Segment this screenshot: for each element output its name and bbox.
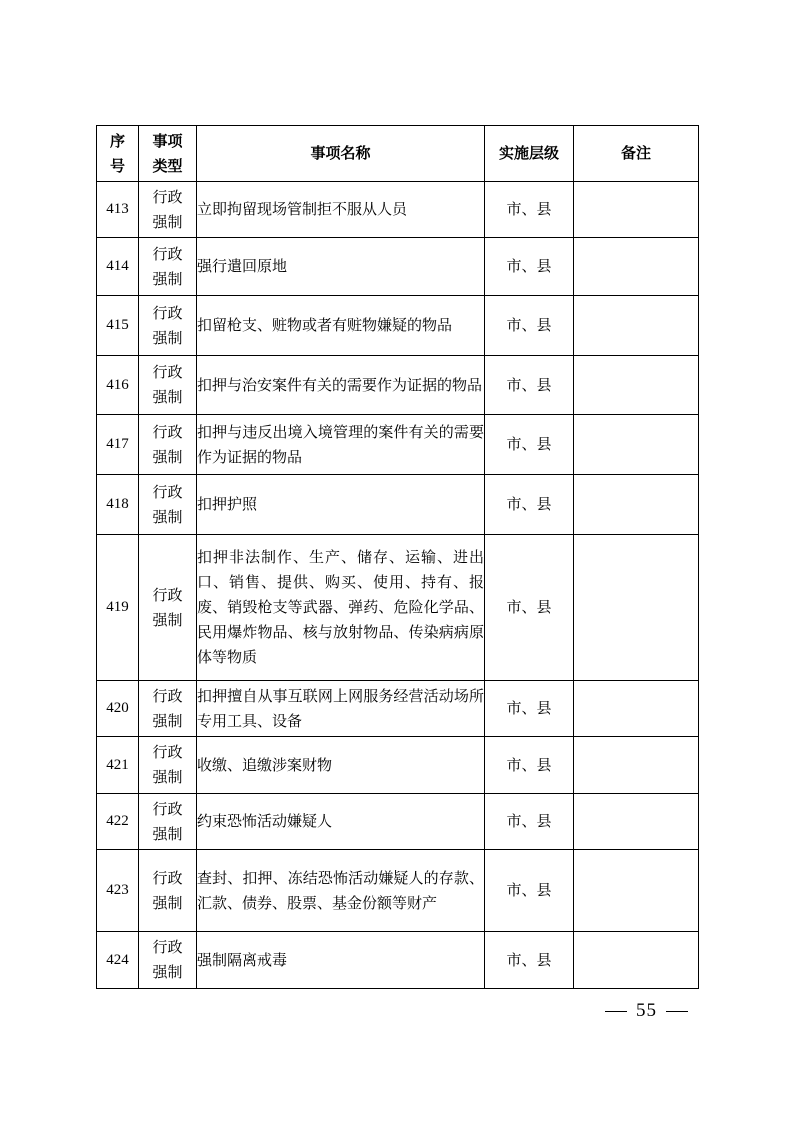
row-note	[574, 356, 699, 415]
row-name: 扣押擅自从事互联网上网服务经营活动场所专用工具、设备	[197, 681, 485, 737]
row-note	[574, 415, 699, 475]
row-type: 行政 强制	[139, 737, 197, 794]
table-row	[97, 415, 699, 475]
row-type: 行政 强制	[139, 794, 197, 850]
row-name: 扣押与治安案件有关的需要作为证据的物品	[197, 356, 485, 415]
row-number: 422	[97, 794, 139, 850]
row-type: 行政 强制	[139, 182, 197, 238]
row-note	[574, 737, 699, 794]
row-level: 市、县	[485, 415, 574, 475]
row-name: 约束恐怖活动嫌疑人	[197, 794, 485, 850]
row-level: 市、县	[485, 681, 574, 737]
row-level: 市、县	[485, 182, 574, 238]
table-row	[97, 182, 699, 238]
table-row	[97, 238, 699, 296]
row-note	[574, 238, 699, 296]
table-row	[97, 475, 699, 535]
row-type: 行政 强制	[139, 296, 197, 356]
row-type: 行政 强制	[139, 850, 197, 932]
row-number: 413	[97, 182, 139, 238]
row-note	[574, 535, 699, 681]
row-number: 416	[97, 356, 139, 415]
row-number: 419	[97, 535, 139, 681]
header-level: 实施层级	[485, 126, 574, 182]
row-level: 市、县	[485, 296, 574, 356]
header-type: 事项 类型	[139, 126, 197, 182]
row-name: 扣押护照	[197, 475, 485, 535]
row-name: 立即拘留现场管制拒不服从人员	[197, 182, 485, 238]
table-row	[97, 794, 699, 850]
row-note	[574, 681, 699, 737]
page-number-value: 55	[636, 1000, 657, 1021]
header-row	[97, 126, 699, 182]
table-row	[97, 356, 699, 415]
row-note	[574, 932, 699, 989]
page-number	[596, 1000, 697, 1022]
row-level: 市、县	[485, 932, 574, 989]
row-name: 强行遣回原地	[197, 238, 485, 296]
row-level: 市、县	[485, 238, 574, 296]
table-row	[97, 932, 699, 989]
row-note	[574, 182, 699, 238]
row-type: 行政 强制	[139, 356, 197, 415]
row-type: 行政 强制	[139, 535, 197, 681]
row-number: 415	[97, 296, 139, 356]
row-note	[574, 475, 699, 535]
row-name: 收缴、追缴涉案财物	[197, 737, 485, 794]
row-name: 查封、扣押、冻结恐怖活动嫌疑人的存款、汇款、债券、股票、基金份额等财产	[197, 850, 485, 932]
row-level: 市、县	[485, 475, 574, 535]
row-note	[574, 794, 699, 850]
row-note	[574, 850, 699, 932]
row-number: 424	[97, 932, 139, 989]
row-type: 行政 强制	[139, 238, 197, 296]
row-level: 市、县	[485, 535, 574, 681]
row-type: 行政 强制	[139, 415, 197, 475]
row-name: 扣留枪支、赃物或者有赃物嫌疑的物品	[197, 296, 485, 356]
row-number: 423	[97, 850, 139, 932]
row-name: 强制隔离戒毒	[197, 932, 485, 989]
dash-left	[605, 1011, 627, 1012]
row-type: 行政 强制	[139, 475, 197, 535]
row-level: 市、县	[485, 356, 574, 415]
table-row	[97, 535, 699, 681]
row-name: 扣押与违反出境入境管理的案件有关的需要作为证据的物品	[197, 415, 485, 475]
dash-right	[666, 1011, 688, 1012]
row-number: 414	[97, 238, 139, 296]
row-level: 市、县	[485, 737, 574, 794]
row-name: 扣押非法制作、生产、储存、运输、进出口、销售、提供、购买、使用、持有、报废、销毁枪支等武器、弹药、危险化学品、民用爆炸物品、核与放射物品、传染病病原体等物质	[197, 535, 485, 681]
row-number: 417	[97, 415, 139, 475]
row-number: 420	[97, 681, 139, 737]
table-row	[97, 296, 699, 356]
header-name: 事项名称	[197, 126, 485, 182]
row-number: 421	[97, 737, 139, 794]
row-number: 418	[97, 475, 139, 535]
row-level: 市、县	[485, 794, 574, 850]
table-row	[97, 681, 699, 737]
row-type: 行政 强制	[139, 932, 197, 989]
table-row	[97, 737, 699, 794]
row-level: 市、县	[485, 850, 574, 932]
header-no: 序 号	[97, 126, 139, 182]
row-note	[574, 296, 699, 356]
table-row	[97, 850, 699, 932]
row-type: 行政 强制	[139, 681, 197, 737]
items-table	[96, 125, 699, 989]
header-note: 备注	[574, 126, 699, 182]
